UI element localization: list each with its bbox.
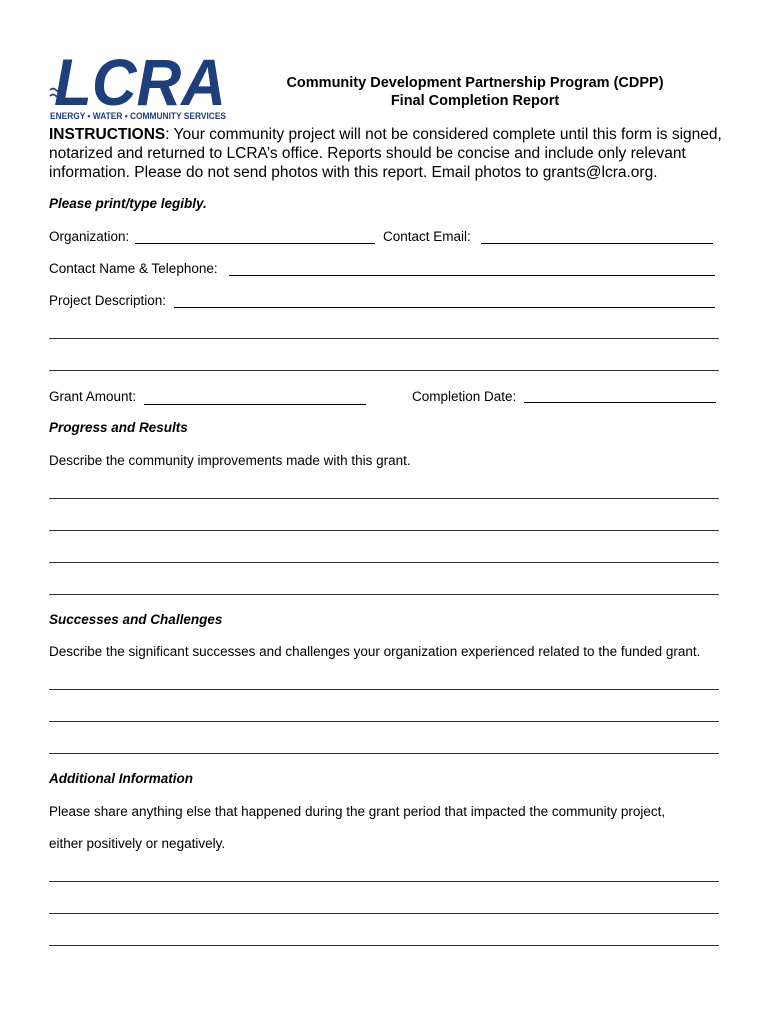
successes-answer-line[interactable] <box>49 753 719 754</box>
lcra-logo <box>48 50 228 122</box>
completion-date-field[interactable] <box>524 402 716 403</box>
print-legibly-note: Please print/type legibly. <box>49 196 207 211</box>
additional-answer-line[interactable] <box>49 913 719 914</box>
report-title: Final Completion Report <box>390 93 560 109</box>
instructions-block <box>49 125 729 182</box>
logo-wordmark: LCRA <box>54 50 226 119</box>
additional-answer-line[interactable] <box>49 881 719 882</box>
contact-email-field[interactable] <box>481 243 713 244</box>
completion-date-label: Completion Date: <box>412 389 517 404</box>
progress-heading: Progress and Results <box>49 420 188 435</box>
logo-tagline: ENERGY • WATER • COMMUNITY SERVICES <box>50 111 226 122</box>
project-description-line[interactable] <box>49 370 719 371</box>
successes-answer-line[interactable] <box>49 689 719 690</box>
contact-name-label: Contact Name & Telephone: <box>49 261 218 276</box>
progress-answer-line[interactable] <box>49 498 719 499</box>
progress-answer-line[interactable] <box>49 594 719 595</box>
successes-prompt: Describe the significant successes and challenges your organization experienced related to the funded grant. <box>49 644 701 659</box>
successes-heading: Successes and Challenges <box>49 612 223 627</box>
successes-answer-line[interactable] <box>49 721 719 722</box>
instructions-heading: INSTRUCTIONS <box>49 126 166 143</box>
organization-label: Organization: <box>49 229 130 244</box>
additional-heading: Additional Information <box>49 771 193 786</box>
organization-field[interactable] <box>135 243 375 244</box>
instructions-text: : Your community project will not be considered complete until this form is signed, notarized and returned to LCRA’s office. Reports should be concise and include only relevant information. Please do not send photos with this report. Email photos to grants@lcra.org. <box>49 126 722 181</box>
additional-prompt-line1: Please share anything else that happened during the grant period that impacted the community project, <box>49 804 666 819</box>
progress-prompt: Describe the community improvements made with this grant. <box>49 453 411 468</box>
project-description-field[interactable] <box>174 307 715 308</box>
grant-amount-label: Grant Amount: <box>49 389 137 404</box>
additional-prompt-line2: either positively or negatively. <box>49 836 226 851</box>
project-description-line[interactable] <box>49 338 719 339</box>
contact-email-label: Contact Email: <box>383 229 471 244</box>
report-program-title: Community Development Partnership Program (CDPP) <box>286 75 664 91</box>
additional-answer-line[interactable] <box>49 945 719 946</box>
progress-answer-line[interactable] <box>49 530 719 531</box>
contact-name-field[interactable] <box>229 275 715 276</box>
grant-amount-field[interactable] <box>144 404 366 405</box>
project-description-label: Project Description: <box>49 293 167 308</box>
progress-answer-line[interactable] <box>49 562 719 563</box>
